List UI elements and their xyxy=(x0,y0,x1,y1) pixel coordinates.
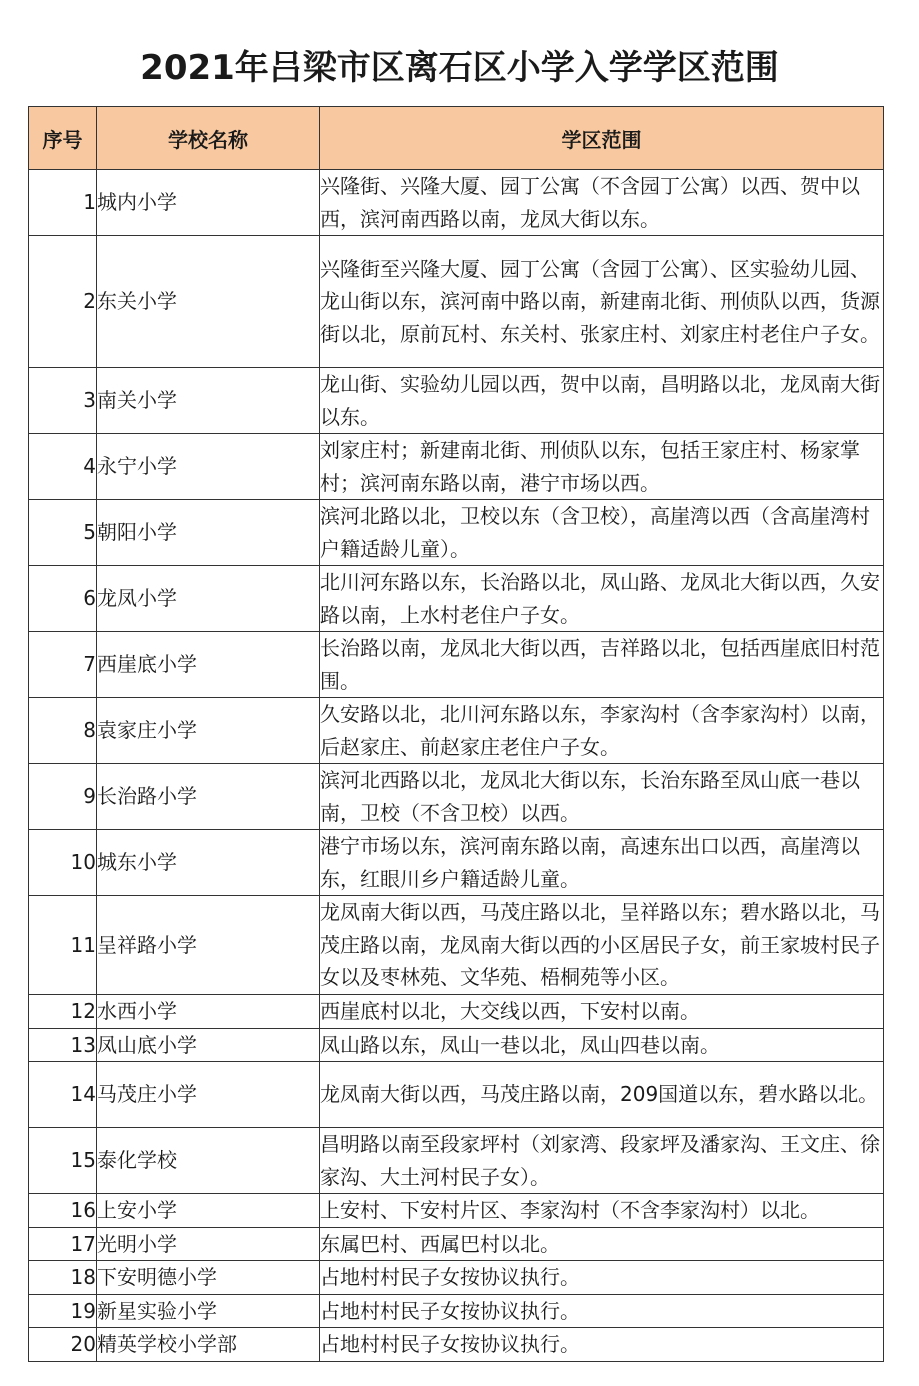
table-row xyxy=(29,995,884,1029)
table-row xyxy=(29,1294,884,1328)
table-row xyxy=(29,632,884,698)
row-number: 15 xyxy=(29,1128,97,1194)
row-number: 2 xyxy=(29,236,97,368)
district-range: 滨河北路以北，卫校以东（含卫校），高崖湾以西（含高崖湾村户籍适龄儿童）。 xyxy=(320,500,884,566)
table-row xyxy=(29,764,884,830)
district-range: 北川河东路以东，长治路以北，凤山路、龙凤北大街以西，久安路以南，上水村老住户子女。 xyxy=(320,566,884,632)
district-range: 龙山街、实验幼儿园以西，贺中以南，昌明路以北，龙凤南大街以东。 xyxy=(320,368,884,434)
school-name: 城东小学 xyxy=(97,830,320,896)
district-range: 长治路以南，龙凤北大街以西，吉祥路以北，包括西崖底旧村范围。 xyxy=(320,632,884,698)
school-name: 新星实验小学 xyxy=(97,1294,320,1328)
district-range: 港宁市场以东，滨河南东路以南，高速东出口以西，高崖湾以东，红眼川乡户籍适龄儿童。 xyxy=(320,830,884,896)
school-name: 东关小学 xyxy=(97,236,320,368)
row-number: 13 xyxy=(29,1028,97,1062)
table-row xyxy=(29,1194,884,1228)
row-number: 12 xyxy=(29,995,97,1029)
table-row xyxy=(29,830,884,896)
school-name: 光明小学 xyxy=(97,1227,320,1261)
district-range: 占地村村民子女按协议执行。 xyxy=(320,1261,884,1295)
school-name: 上安小学 xyxy=(97,1194,320,1228)
table-body xyxy=(29,170,884,1362)
district-range: 昌明路以南至段家坪村（刘家湾、段家坪及潘家沟、王文庄、徐家沟、大土河村民子女）。 xyxy=(320,1128,884,1194)
district-range: 兴隆街至兴隆大厦、园丁公寓（含园丁公寓）、区实验幼儿园、龙山街以东，滨河南中路以南，新建南北街、刑侦队以西，货源街以北，原前瓦村、东关村、张家庄村、刘家庄村老住户子女。 xyxy=(320,236,884,368)
row-number: 16 xyxy=(29,1194,97,1228)
district-range: 占地村村民子女按协议执行。 xyxy=(320,1328,884,1362)
row-number: 19 xyxy=(29,1294,97,1328)
school-name: 呈祥路小学 xyxy=(97,896,320,995)
school-name: 永宁小学 xyxy=(97,434,320,500)
school-name: 水西小学 xyxy=(97,995,320,1029)
district-range: 龙凤南大街以西，马茂庄路以北，呈祥路以东；碧水路以北，马茂庄路以南，龙凤南大街以西的小区居民子女，前王家坡村民子女以及枣林苑、文华苑、梧桐苑等小区。 xyxy=(320,896,884,995)
district-range: 凤山路以东，凤山一巷以北，凤山四巷以南。 xyxy=(320,1028,884,1062)
table-row xyxy=(29,236,884,368)
district-range: 上安村、下安村片区、李家沟村（不含李家沟村）以北。 xyxy=(320,1194,884,1228)
district-range: 滨河北西路以北，龙凤北大街以东，长治东路至凤山底一巷以南，卫校（不含卫校）以西。 xyxy=(320,764,884,830)
table-row xyxy=(29,434,884,500)
school-district-table xyxy=(28,106,884,1362)
school-name: 龙凤小学 xyxy=(97,566,320,632)
school-name: 西崖底小学 xyxy=(97,632,320,698)
table-row xyxy=(29,698,884,764)
table-row xyxy=(29,500,884,566)
header-no: 序号 xyxy=(29,107,97,170)
district-range: 东属巴村、西属巴村以北。 xyxy=(320,1227,884,1261)
row-number: 14 xyxy=(29,1062,97,1128)
school-name: 长治路小学 xyxy=(97,764,320,830)
table-row xyxy=(29,170,884,236)
table-row xyxy=(29,1128,884,1194)
row-number: 6 xyxy=(29,566,97,632)
table-row xyxy=(29,1328,884,1362)
table-row xyxy=(29,1028,884,1062)
school-name: 泰化学校 xyxy=(97,1128,320,1194)
table-row xyxy=(29,1227,884,1261)
school-name: 南关小学 xyxy=(97,368,320,434)
row-number: 18 xyxy=(29,1261,97,1295)
row-number: 17 xyxy=(29,1227,97,1261)
row-number: 7 xyxy=(29,632,97,698)
table-row xyxy=(29,368,884,434)
district-range: 龙凤南大街以西，马茂庄路以南，209国道以东，碧水路以北。 xyxy=(320,1062,884,1128)
header-school: 学校名称 xyxy=(97,107,320,170)
row-number: 1 xyxy=(29,170,97,236)
school-name: 精英学校小学部 xyxy=(97,1328,320,1362)
table-row xyxy=(29,1062,884,1128)
row-number: 8 xyxy=(29,698,97,764)
row-number: 4 xyxy=(29,434,97,500)
table-row xyxy=(29,1261,884,1295)
table-header-row xyxy=(29,107,884,170)
district-range: 久安路以北，北川河东路以东，李家沟村（含李家沟村）以南，后赵家庄、前赵家庄老住户子女。 xyxy=(320,698,884,764)
row-number: 20 xyxy=(29,1328,97,1362)
district-range: 兴隆街、兴隆大厦、园丁公寓（不含园丁公寓）以西、贺中以西，滨河南西路以南，龙凤大街以东。 xyxy=(320,170,884,236)
district-range: 占地村村民子女按协议执行。 xyxy=(320,1294,884,1328)
school-name: 朝阳小学 xyxy=(97,500,320,566)
header-range: 学区范围 xyxy=(320,107,884,170)
row-number: 10 xyxy=(29,830,97,896)
school-name: 下安明德小学 xyxy=(97,1261,320,1295)
district-range: 刘家庄村；新建南北街、刑侦队以东，包括王家庄村、杨家掌村；滨河南东路以南，港宁市场以西。 xyxy=(320,434,884,500)
table-row xyxy=(29,896,884,995)
row-number: 9 xyxy=(29,764,97,830)
school-name: 凤山底小学 xyxy=(97,1028,320,1062)
row-number: 3 xyxy=(29,368,97,434)
school-name: 马茂庄小学 xyxy=(97,1062,320,1128)
row-number: 5 xyxy=(29,500,97,566)
row-number: 11 xyxy=(29,896,97,995)
school-name: 城内小学 xyxy=(97,170,320,236)
school-name: 袁家庄小学 xyxy=(97,698,320,764)
district-range: 西崖底村以北，大交线以西，下安村以南。 xyxy=(320,995,884,1029)
page-title: 2021年吕梁市区离石区小学入学学区范围 xyxy=(140,48,779,88)
table-row xyxy=(29,566,884,632)
